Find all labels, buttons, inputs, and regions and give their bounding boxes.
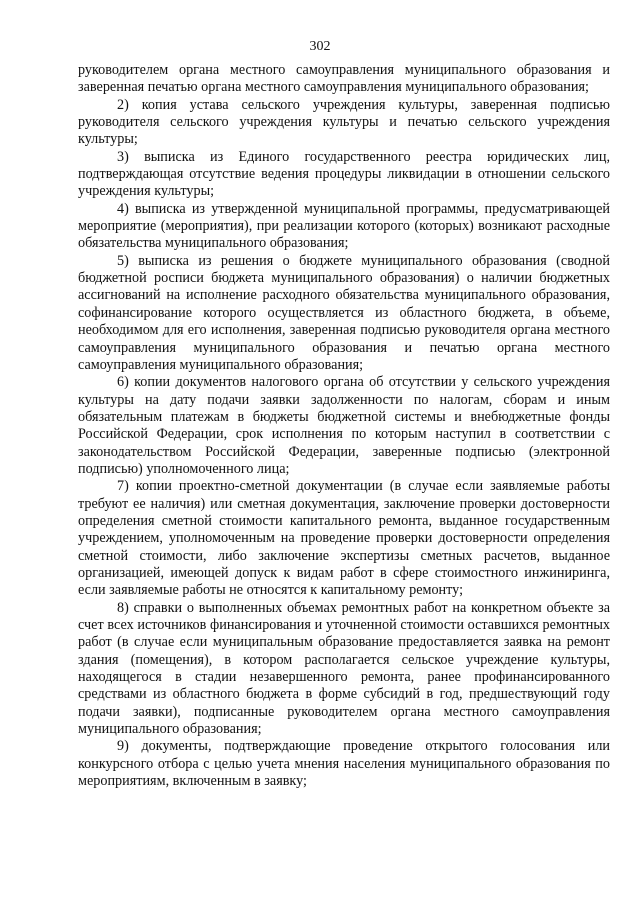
page-number: 302 (309, 39, 331, 54)
paragraph-item-4: 4) выписка из утвержденной муниципальной программы, предусматривающей мероприятие (мероприятия), при реализации которого (которых) возникают расходные обязательства муниципального образования; (78, 200, 610, 252)
paragraph-item-3: 3) выписка из Единого государственного реестра юридических лиц, подтверждающая отсутствие ведения процедуры ликвидации в отношении сельского учреждения культуры; (78, 148, 610, 200)
paragraph-item-6: 6) копии документов налогового органа об отсутствии у сельского учреждения культуры на дату подачи заявки задолженности по налогам, сборам и иным обязательным платежам в бюджеты бюджетной системы и внебюджетные фонды Российской Федерации, срок исполнения по которым наступил в соответствии с законодательством Российской Федерации, заверенные подписью (электронной подписью) уполномоченного лица; (78, 374, 610, 477)
document-body (78, 62, 610, 790)
paragraph-item-5: 5) выписка из решения о бюджете муниципального образования (сводной бюджетной росписи бюджета муниципального образования) о наличии бюджетных ассигнований на исполнение расходного обязательства муниципального образования, софинансирование которого осуществляется из областного бюджета, в объеме, необходимом для его исполнения, заверенная подписью руководителя органа местного самоуправления муниципального образования и печатью органа местного самоуправления муниципального образования; (78, 252, 610, 373)
paragraph-item-7: 7) копии проектно-сметной документации (в случае если заявляемые работы требуют ее наличия) или сметная документация, заключение проверки достоверности определения сметной стоимости капитального ремонта, выданное государственным учреждением, уполномоченным на проведение проверки достоверности определения сметной стоимости, либо заключение экспертизы сметных расчетов, выданное организацией, имеющей допуск к видам работ в сфере стоимостного инжиниринга, если заявляемые работы не относятся к капитальному ремонту; (78, 478, 610, 599)
paragraph-continuation: руководителем органа местного самоуправления муниципального образования и заверенная печатью органа местного самоуправления муниципального образования; (78, 62, 610, 96)
paragraph-item-2: 2) копия устава сельского учреждения культуры, заверенная подписью руководителя сельского учреждения культуры и печатью сельского учреждения культуры; (78, 96, 610, 148)
paragraph-item-9: 9) документы, подтверждающие проведение открытого голосования или конкурсного отбора с целью учета мнения населения муниципального образования по мероприятиям, включенным в заявку; (78, 738, 610, 790)
paragraph-item-8: 8) справки о выполненных объемах ремонтных работ на конкретном объекте за счет всех источников финансирования и уточненной стоимости оставшихся ремонтных работ (в случае если муниципальным образование предоставляется заявка на ремонт здания (помещения), в котором располагается сельское учреждение культуры, находящегося в стадии незавершенного ремонта, ранее профинансированного средствами из областного бюджета в форме субсидий в год, предшествующий году подачи заявки), подписанные руководителем органа местного самоуправления муниципального образования; (78, 599, 610, 738)
